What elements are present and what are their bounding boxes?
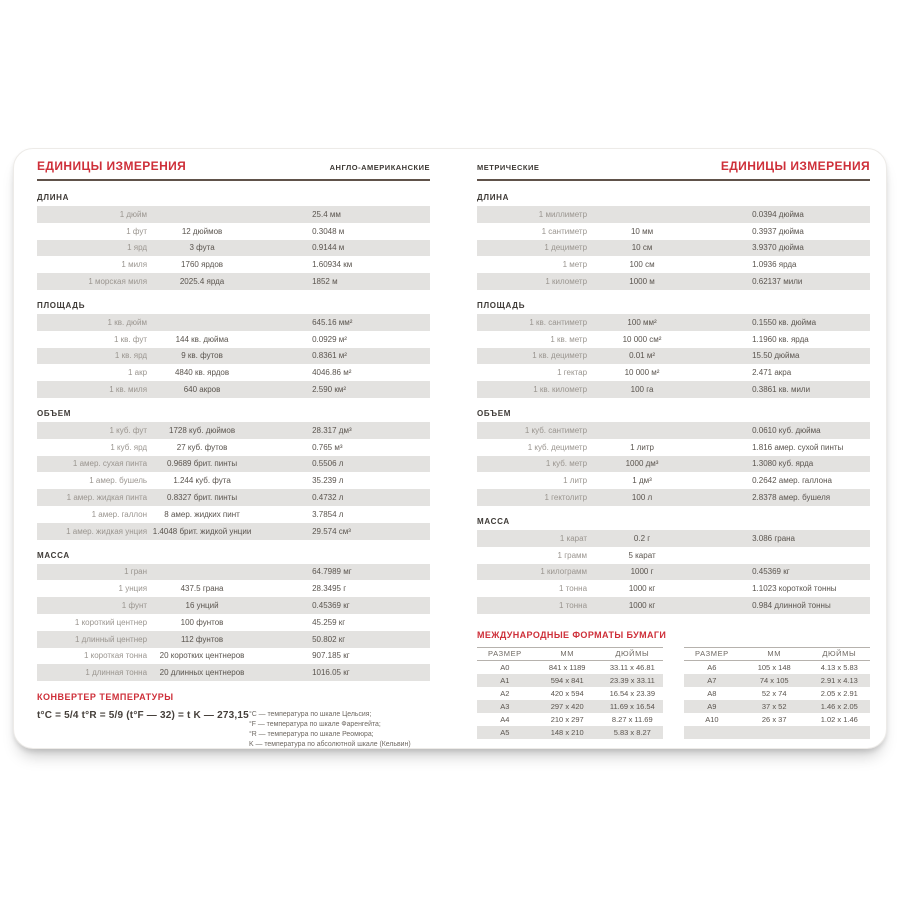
unit-cell: 1 кв. метр [550, 334, 588, 344]
column-header-size: РАЗМЕР [694, 649, 729, 659]
unit-cell: 1 куб. ярд [110, 442, 148, 452]
equivalent-cell: 1 дм³ [632, 476, 652, 486]
table-row [37, 456, 430, 473]
equivalent-cell [587, 210, 697, 219]
table-row [37, 597, 430, 614]
page-right [477, 159, 870, 739]
paper-row [684, 713, 870, 726]
unit-cell: 1 акр [127, 368, 148, 378]
unit-cell: 1 метр [562, 260, 588, 270]
mm-cell: 420 x 594 [550, 688, 584, 698]
section-label: МАССА [37, 550, 70, 560]
temperature-note: °C — температура по шкале Цельсия; [249, 711, 372, 719]
equivalent-cell: 20 длинных центнеров [159, 668, 245, 678]
value-cell: 645.16 мм² [312, 317, 353, 327]
inches-cell: 1.02 x 1.46 [820, 714, 858, 724]
value-cell: 0.3937 дюйма [752, 226, 804, 236]
inches-cell: 11.69 x 16.54 [609, 701, 655, 711]
page-left [37, 159, 430, 750]
paper-row [684, 661, 870, 674]
page-title: ЕДИНИЦЫ ИЗМЕРЕНИЯ [37, 159, 187, 173]
value-cell: 0.1550 кв. дюйма [752, 317, 817, 327]
mm-cell: 26 x 37 [761, 714, 787, 724]
value-cell: 1.816 амер. сухой пинты [752, 442, 844, 452]
value-cell: 0.45369 кг [312, 601, 350, 611]
size-cell: A2 [500, 688, 510, 698]
table-row [37, 506, 430, 523]
inches-cell: 1.46 x 2.05 [820, 701, 858, 711]
value-cell: 0.5506 л [312, 459, 344, 469]
page-header-right [477, 159, 870, 181]
paper-row [477, 726, 663, 739]
unit-cell: 1 сантиметр [541, 226, 588, 236]
equivalent-cell: 0.2 г [633, 533, 651, 543]
column-header-mm: ММ [560, 649, 575, 659]
inches-cell: 33.11 x 46.81 [609, 662, 655, 672]
size-cell: A0 [500, 662, 510, 672]
paper-row [684, 674, 870, 687]
temperature-note: °R — температура по шкале Реомюра; [249, 731, 374, 739]
table-row [37, 223, 430, 240]
value-cell: 35.239 л [312, 476, 344, 486]
table-row [477, 597, 870, 614]
temperature-notes [249, 710, 411, 750]
table-row [477, 547, 870, 564]
value-cell: 1.0936 ярда [752, 260, 797, 270]
equivalent-cell: 100 см [629, 260, 655, 270]
unit-cell: 1 длинный центнер [74, 634, 148, 644]
unit-cell: 1 фут [126, 226, 148, 236]
value-cell: 907.185 кг [312, 651, 350, 661]
value-cell: 1.1960 кв. ярда [752, 334, 809, 344]
value-cell: 3.086 грана [752, 533, 796, 543]
unit-cell: 1 литр [563, 476, 588, 486]
inches-cell: 23.39 x 33.11 [609, 675, 655, 685]
paper-row [684, 700, 870, 713]
unit-cell: 1 короткая тонна [83, 651, 148, 661]
value-cell: 0.62137 мили [752, 277, 803, 287]
value-cell: 0.8361 м² [312, 351, 347, 361]
unit-cell: 1 гран [124, 567, 148, 577]
value-cell: 15.50 дюйма [752, 351, 800, 361]
unit-cell: 1 амер. сухая пинта [72, 459, 148, 469]
table-row [37, 314, 430, 331]
unit-cell: 1 амер. бушель [89, 476, 148, 486]
unit-cell: 1 амер. жидкая унция [66, 526, 148, 536]
value-cell: 0.9144 м [312, 243, 345, 253]
table-row [37, 648, 430, 665]
unit-section [477, 301, 870, 398]
size-cell: A6 [707, 662, 717, 672]
paper-table-rows [477, 661, 663, 739]
value-cell: 2.590 км² [312, 385, 346, 395]
equivalent-cell: 1000 кг [628, 584, 656, 594]
equivalent-cell: 10 мм [630, 226, 654, 236]
unit-cell: 1 амер. галлон [91, 509, 148, 519]
value-cell: 4046.86 м² [312, 368, 352, 378]
value-cell: 0.984 длинной тонны [752, 601, 831, 611]
table-row [477, 564, 870, 581]
value-cell: 29.574 см³ [312, 526, 351, 536]
equivalent-cell: 8 амер. жидких пинт [164, 509, 240, 519]
table-row [477, 530, 870, 547]
value-cell: 0.0394 дюйма [752, 209, 804, 219]
mm-cell: 594 x 841 [550, 675, 584, 685]
unit-cell: 1 фунт [121, 601, 148, 611]
value-cell: 0.45369 кг [752, 567, 790, 577]
unit-cell: 1 куб. фут [109, 425, 148, 435]
table-row [477, 256, 870, 273]
value-cell: 0.0610 куб. дюйма [752, 425, 821, 435]
equivalent-cell [147, 318, 257, 327]
size-cell: A9 [707, 701, 717, 711]
table-row [477, 456, 870, 473]
inches-cell: 16.54 x 23.39 [609, 688, 656, 698]
unit-cell: 1 кв. фут [114, 334, 148, 344]
value-cell: 1.60934 км [312, 260, 353, 270]
equivalent-cell: 1728 куб. дюймов [169, 425, 236, 435]
equivalent-cell: 10 000 см² [622, 334, 662, 344]
mm-cell: 210 x 297 [550, 714, 584, 724]
temperature-converter [37, 692, 430, 750]
unit-cell: 1 миля [121, 260, 148, 270]
table-row [477, 331, 870, 348]
equivalent-cell: 100 мм² [627, 317, 657, 327]
inches-cell: 2.91 x 4.13 [820, 675, 858, 685]
unit-cell: 1 ярд [127, 243, 148, 253]
size-cell: A10 [705, 714, 719, 724]
table-row [37, 273, 430, 290]
unit-cell: 1 короткий центнер [74, 617, 148, 627]
value-cell: 25.4 мм [312, 209, 341, 219]
unit-cell: 1 унция [118, 584, 148, 594]
paper-table-right [684, 647, 870, 739]
unit-cell: 1 гектар [557, 368, 588, 378]
equivalent-cell: 100 фунтов [180, 617, 224, 627]
page-header-left [37, 159, 430, 181]
value-cell: 0.4732 л [312, 493, 344, 503]
table-row [37, 631, 430, 648]
unit-cell: 1 амер. жидкая пинта [66, 493, 148, 503]
unit-cell: 1 карат [559, 533, 588, 543]
table-row [477, 422, 870, 439]
section-label: ОБЪЕМ [477, 408, 512, 418]
equivalent-cell: 10 000 м² [624, 368, 660, 378]
equivalent-cell: 1000 дм³ [625, 459, 659, 469]
mm-cell: 297 x 420 [550, 701, 584, 711]
value-cell: 2.8378 амер. бушеля [752, 493, 831, 503]
unit-cell: 1 куб. дециметр [527, 442, 588, 452]
unit-cell: 1 кв. сантиметр [529, 317, 588, 327]
table-row [37, 614, 430, 631]
diary-spread [13, 148, 887, 749]
unit-cell: 1 гектолитр [544, 493, 588, 503]
unit-cell: 1 куб. сантиметр [524, 425, 588, 435]
unit-sections-right [477, 193, 870, 614]
table-row [37, 331, 430, 348]
equivalent-cell [147, 567, 257, 576]
table-row [37, 206, 430, 223]
unit-sections-left [37, 193, 430, 681]
paper-row [684, 687, 870, 700]
table-row [477, 348, 870, 365]
value-cell: 1.1023 короткой тонны [752, 584, 837, 594]
paper-table-header [684, 647, 870, 661]
inches-cell [809, 728, 870, 737]
equivalent-cell: 27 куб. футов [176, 442, 228, 452]
equivalent-cell: 1.244 куб. фута [173, 476, 231, 486]
inches-cell: 4.13 x 5.83 [820, 662, 858, 672]
table-row [477, 439, 870, 456]
paper-table-rows [684, 661, 870, 739]
unit-cell: 1 длинная тонна [85, 668, 148, 678]
section-label: ДЛИНА [477, 193, 510, 202]
equivalent-cell: 4840 кв. ярдов [174, 368, 230, 378]
unit-section [37, 551, 430, 682]
unit-section [477, 193, 870, 290]
paper-formats-title: МЕЖДУНАРОДНЫЕ ФОРМАТЫ БУМАГИ [477, 629, 667, 640]
size-cell: A1 [500, 675, 510, 685]
section-label: ПЛОЩАДЬ [477, 300, 526, 310]
equivalent-cell: 112 фунтов [180, 634, 224, 644]
unit-cell: 1 кв. дециметр [532, 351, 588, 361]
table-row [37, 472, 430, 489]
table-row [477, 489, 870, 506]
equivalent-cell: 437.5 грана [180, 584, 224, 594]
value-cell: 1016.05 кг [312, 668, 350, 678]
equivalent-cell: 1 литр [630, 442, 654, 452]
equivalent-cell: 0.9689 брит. пинты [167, 459, 238, 469]
unit-cell: 1 дюйм [119, 209, 148, 219]
equivalent-cell: 2025.4 ярда [179, 277, 225, 287]
equivalent-cell [147, 210, 257, 219]
unit-cell: 1 куб. метр [545, 459, 588, 469]
table-row [37, 489, 430, 506]
table-row [37, 381, 430, 398]
equivalent-cell: 1.4048 брит. жидкой унции [152, 526, 252, 536]
value-cell: 28.3495 г [312, 584, 347, 594]
equivalent-cell: 0.01 м² [629, 351, 656, 361]
size-cell [684, 728, 740, 737]
paper-row [477, 687, 663, 700]
unit-section [37, 409, 430, 540]
table-row [477, 240, 870, 257]
unit-section [477, 517, 870, 614]
mm-cell [740, 728, 809, 737]
equivalent-cell: 9 кв. футов [181, 351, 223, 361]
unit-section [37, 301, 430, 398]
column-header-mm: ММ [767, 649, 782, 659]
temperature-note: °F — температура по шкале Фаренгейта; [249, 721, 381, 729]
table-row [477, 472, 870, 489]
paper-row [477, 674, 663, 687]
value-cell: 3.9370 дюйма [752, 243, 804, 253]
paper-table-left [477, 647, 663, 739]
unit-cell: 1 кв. дюйм [107, 317, 148, 327]
table-row [37, 256, 430, 273]
equivalent-cell: 20 коротких центнеров [159, 651, 245, 661]
unit-cell: 1 морская миля [88, 277, 148, 287]
page-subtitle: МЕТРИЧЕСКИЕ [477, 163, 540, 172]
unit-cell: 1 килограмм [540, 567, 588, 577]
table-row [477, 364, 870, 381]
column-header-inches: ДЮЙМЫ [822, 649, 857, 659]
equivalent-cell [587, 426, 697, 435]
column-header-inches: ДЮЙМЫ [615, 649, 650, 659]
unit-cell: 1 грамм [557, 550, 588, 560]
equivalent-cell: 10 см [631, 243, 653, 253]
table-row [37, 580, 430, 597]
size-cell: A7 [707, 675, 717, 685]
mm-cell: 37 x 52 [761, 701, 787, 711]
table-row [37, 439, 430, 456]
temperature-converter-body [37, 710, 430, 750]
value-cell: 0.2642 амер. галлона [752, 476, 832, 486]
table-row [477, 273, 870, 290]
table-row [477, 580, 870, 597]
paper-formats-tables [477, 647, 870, 739]
mm-cell: 148 x 210 [550, 727, 584, 737]
mm-cell: 52 x 74 [761, 688, 787, 698]
equivalent-cell: 144 кв. дюйма [175, 334, 229, 344]
table-row [37, 664, 430, 681]
table-row [37, 523, 430, 540]
size-cell: A4 [500, 714, 510, 724]
paper-table-header [477, 647, 663, 661]
page-title: ЕДИНИЦЫ ИЗМЕРЕНИЯ [720, 159, 870, 173]
mm-cell: 105 x 148 [757, 662, 791, 672]
value-cell: 50.802 кг [312, 634, 346, 644]
paper-formats [477, 630, 870, 739]
column-header-size: РАЗМЕР [487, 649, 522, 659]
inches-cell: 2.05 x 2.91 [820, 688, 858, 698]
equivalent-cell: 3 фута [189, 243, 215, 253]
value-cell: 0.0929 м² [312, 334, 347, 344]
unit-section [477, 409, 870, 506]
equivalent-cell: 100 га [630, 385, 654, 395]
unit-cell: 1 тонна [559, 584, 588, 594]
equivalent-cell: 100 л [631, 493, 653, 503]
page-subtitle: АНГЛО-АМЕРИКАНСКИЕ [329, 163, 430, 172]
paper-row [477, 700, 663, 713]
value-cell: 45.259 кг [312, 617, 346, 627]
value-cell: 1.3080 куб. ярда [752, 459, 814, 469]
table-row [477, 206, 870, 223]
table-row [37, 348, 430, 365]
unit-cell: 1 миллиметр [538, 209, 588, 219]
mm-cell: 841 x 1189 [548, 662, 586, 672]
unit-cell: 1 кв. ярд [114, 351, 148, 361]
table-row [37, 564, 430, 581]
paper-row [477, 661, 663, 674]
table-row [37, 422, 430, 439]
table-row [477, 314, 870, 331]
inches-cell: 8.27 x 11.69 [611, 714, 653, 724]
unit-cell: 1 километр [545, 277, 588, 287]
value-cell: 1852 м [312, 277, 338, 287]
equivalent-cell: 1000 г [630, 567, 654, 577]
paper-row [477, 713, 663, 726]
value-cell: 0.765 м³ [312, 442, 343, 452]
unit-cell: 1 кв. миля [109, 385, 148, 395]
value-cell: 3.7854 л [312, 509, 344, 519]
equivalent-cell: 16 унций [185, 601, 219, 611]
table-row [477, 223, 870, 240]
inches-cell: 5.83 x 8.27 [613, 727, 651, 737]
unit-cell: 1 дециметр [544, 243, 588, 253]
table-row [37, 364, 430, 381]
size-cell: A8 [707, 688, 717, 698]
table-row [37, 240, 430, 257]
section-label: ОБЪЕМ [37, 408, 72, 418]
equivalent-cell: 1000 кг [628, 601, 656, 611]
temperature-converter-title: КОНВЕРТЕР ТЕМПЕРАТУРЫ [37, 692, 174, 703]
size-cell: A3 [500, 701, 510, 711]
unit-section [37, 193, 430, 290]
equivalent-cell: 1760 ярдов [181, 260, 224, 270]
temperature-note: K — температура по абсолютной шкале (Кельвин) [249, 741, 411, 749]
table-row [477, 381, 870, 398]
temperature-formula: t°C = 5/4 t°R = 5/9 (t°F — 32) = t K — 273,15 [37, 710, 249, 722]
value-cell: 0.3861 кв. мили [752, 385, 811, 395]
size-cell: A5 [500, 727, 510, 737]
mm-cell: 74 x 105 [759, 675, 789, 685]
value-cell: 64.7989 мг [312, 567, 352, 577]
value-cell: 0.3048 м [312, 226, 345, 236]
paper-row [684, 726, 870, 739]
value-cell: 2.471 акра [752, 368, 792, 378]
equivalent-cell: 0.8327 брит. пинты [167, 493, 238, 503]
equivalent-cell: 12 дюймов [181, 226, 223, 236]
unit-cell: 1 тонна [559, 601, 588, 611]
value-cell [697, 551, 870, 560]
section-label: ДЛИНА [37, 193, 70, 202]
equivalent-cell: 640 акров [183, 385, 221, 395]
section-label: МАССА [477, 516, 510, 526]
equivalent-cell: 1000 м [629, 277, 655, 287]
equivalent-cell: 5 карат [628, 550, 656, 560]
unit-cell: 1 кв. километр [533, 385, 588, 395]
value-cell: 28.317 дм³ [312, 425, 352, 435]
section-label: ПЛОЩАДЬ [37, 300, 86, 310]
